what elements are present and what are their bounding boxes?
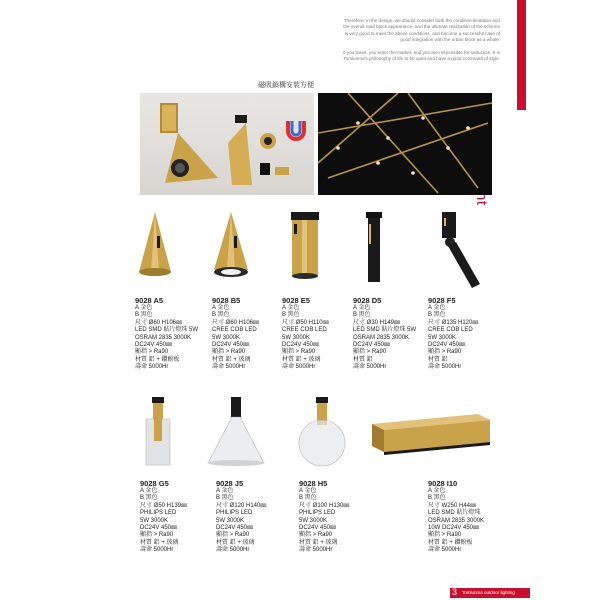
spec-line: 尺寸 Ø60 H106㎜ (135, 319, 183, 326)
spec-line: 顯指 > Ra90 (216, 532, 250, 539)
spec-line: B 黑色 (282, 312, 300, 319)
spec-line: 尺寸 Ø30 H149㎜ (353, 319, 401, 326)
spec-line: 尺寸 Ø120 H140㎜ (216, 502, 267, 509)
spec-line: 材質 鋁 + 玻璃 (140, 539, 179, 546)
spec-line: DC24V 450㎜ (135, 342, 173, 349)
linear-bar-lamp-icon (368, 412, 494, 468)
spec-line: A 金色 (212, 305, 230, 311)
spec-line: 5W 3000K (216, 517, 245, 524)
spec-line: 壽命 5000Hr (428, 547, 462, 554)
spec-block (428, 296, 478, 372)
spec-block (212, 296, 259, 372)
spec-line: 材質 鋁 (353, 356, 373, 363)
cone-lamp-gold-ring-icon (210, 210, 252, 282)
glass-cylinder-lamp-icon (143, 395, 173, 469)
spec-line: 壽命 5000Hr (353, 364, 387, 371)
spec-line: B 黑色 (135, 312, 153, 319)
magnetic-mount-illustration (140, 93, 314, 195)
spec-line: LED SMD 貼片燈珠 5W (353, 327, 417, 334)
spec-line: A 金色 (216, 488, 234, 494)
intro-text (340, 18, 500, 68)
spec-line: CREE COB LED (212, 327, 257, 334)
spec-line: 材質 鋁 + 玻璃 (216, 539, 255, 546)
spec-line: B 黑色 (212, 312, 230, 319)
spec-line: 5W 3000K (140, 517, 169, 524)
model-name: 9028 G5 (140, 479, 169, 488)
spec-line: DC24V 450㎜ (212, 342, 250, 349)
cone-lamp-gold-icon (135, 210, 175, 280)
spec-line: DC24V 450㎜ (353, 342, 391, 349)
spec-line: DC24V 450㎜ (299, 525, 337, 532)
spec-line: 顯指 > Ra90 (282, 349, 316, 356)
glass-globe-lamp-icon (296, 395, 348, 469)
spec-line: CREE COB LED (282, 327, 327, 334)
spec-line: A 金色 (353, 305, 371, 311)
model-name: 9028 J5 (216, 479, 244, 488)
spec-line: 材質 鋁 (428, 356, 448, 363)
spec-block (299, 479, 349, 555)
spec-block (135, 296, 198, 372)
model-name: 9028 H5 (299, 479, 328, 488)
spec-line: 顯指 > Ra90 (135, 349, 169, 356)
spec-line: PHILIPS LED (299, 510, 336, 517)
slim-tube-lamp-black-icon (363, 210, 385, 286)
spec-line: 壽命 5000Hr (140, 547, 174, 554)
spec-line: B 黑色 (140, 495, 158, 502)
spec-line: A 金色 (140, 488, 158, 494)
spec-line: 壽命 5000Hr (216, 547, 250, 554)
model-name: 9028 E5 (282, 296, 310, 305)
spec-line: 尺寸 Ø50 H110㎜ (282, 319, 329, 326)
accent-bar (517, 0, 526, 110)
model-name: 9028 I10 (428, 479, 458, 488)
spec-line: 壽命 5000Hr (282, 364, 316, 371)
angled-spot-lamp-black-icon (436, 210, 482, 290)
spec-line: DC24V 450㎜ (282, 342, 320, 349)
spec-block (353, 296, 416, 372)
spec-line: 材質 鋁 + 鑽酚板 (428, 539, 473, 546)
spec-line: DC24V 450㎜ (140, 525, 178, 532)
spec-block (216, 479, 266, 555)
spec-line: 10W DC24V 450㎜ (428, 525, 480, 532)
spec-line: OSRAM 2835 3000K (353, 334, 410, 341)
spec-line: 材質 鋁 + 玻璃 (282, 356, 321, 363)
intro-paragraph-2: If you leave, you enter the market, and you are responsible for seduction. It is Tomlunma's philosophy of life to be quiet and have a good command of style. (342, 49, 500, 62)
spec-line: 顯指 > Ra90 (428, 349, 462, 356)
spec-line: B 黑色 (428, 495, 446, 502)
spec-line: 5W 3000K (428, 334, 457, 341)
spec-line: A 金色 (428, 488, 446, 494)
spec-line: 5W 3000K (299, 517, 328, 524)
spec-line: 尺寸 Ø50 H139㎜ (140, 502, 188, 509)
spec-line: 顯指 > Ra90 (140, 532, 174, 539)
spec-block (428, 479, 484, 555)
intro-paragraph-1: Therefore, in the design, we should consider both the condition limitation and the overall road block appearance, and the ultimate realization of the scheme is very good to meet the above conditions, and become a successful case of good integration with the urban block as a whole. (343, 18, 500, 43)
spec-line: 顯指 > Ra90 (299, 532, 333, 539)
model-name: 9028 D5 (353, 296, 382, 305)
model-name: 9028 A5 (135, 296, 164, 305)
product-photo-magnetic (140, 93, 314, 195)
spec-line: OSRAM 2835 3000K (428, 517, 485, 524)
spec-line: 材質 鋁 + 玻璃 (212, 356, 251, 363)
spec-line: 壽命 5000Hr (135, 364, 169, 371)
installation-photo (318, 93, 492, 195)
spec-line: B 黑色 (216, 495, 234, 502)
spec-line: PHILIPS LED (140, 510, 177, 517)
spec-block (282, 296, 329, 372)
spec-line: 尺寸 Ø100 H130㎜ (299, 502, 350, 509)
spec-line: PHILIPS LED (216, 510, 253, 517)
spec-line: B 黑色 (353, 312, 371, 319)
spec-line: 材質 鋁 + 鑽酚板 (135, 356, 180, 363)
spec-line: 尺寸 Ø60 H106㎜ (212, 319, 260, 326)
spec-line: A 金色 (428, 305, 446, 311)
spec-line: B 黑色 (299, 495, 317, 502)
model-name: 9028 F5 (428, 296, 456, 305)
spec-line: LED SMD 貼片燈珠 (428, 510, 481, 517)
track-lights-illustration (318, 93, 492, 195)
spec-line: 顯指 > Ra90 (353, 349, 387, 356)
footer-label: Tomlunma outdoor lighting (462, 590, 515, 595)
spec-line: OSRAM 2835 3000K (135, 334, 192, 341)
spec-line: 材質 鋁 + 玻璃 (299, 539, 338, 546)
spec-line: 尺寸 W250 H44㎜ (428, 502, 477, 509)
page-number: 3 (452, 587, 458, 597)
spec-line: 5W 3000K (282, 334, 311, 341)
spec-line: DC24V 450㎜ (216, 525, 254, 532)
spec-line: 壽命 5000Hr (212, 364, 246, 371)
spec-line: CREE COB LED (428, 327, 473, 334)
spec-line: 顯指 > Ra90 (212, 349, 246, 356)
spec-line: LED SMD 貼片燈珠 5W (135, 327, 199, 334)
model-name: 9028 B5 (212, 296, 241, 305)
spec-line: A 金色 (282, 305, 300, 311)
spec-line: 5W 3000K (212, 334, 241, 341)
spec-line: A 金色 (299, 488, 317, 494)
spec-line: A 金色 (135, 305, 153, 311)
cylinder-lamp-gold-icon (287, 210, 323, 282)
glass-cone-lamp-icon (206, 395, 266, 469)
magnet-caption: 磁吸鎖構安裝方便 (258, 82, 314, 89)
spec-block (140, 479, 187, 555)
spec-line: 壽命 5000Hr (428, 364, 462, 371)
spec-line: 尺寸 Ø135 H120㎜ (428, 319, 479, 326)
spec-line: DC24V 450㎜ (428, 342, 466, 349)
spec-line: B 黑色 (428, 312, 446, 319)
spec-line: 壽命 5000Hr (299, 547, 333, 554)
spec-line: 顯指 > Ra90 (428, 532, 462, 539)
